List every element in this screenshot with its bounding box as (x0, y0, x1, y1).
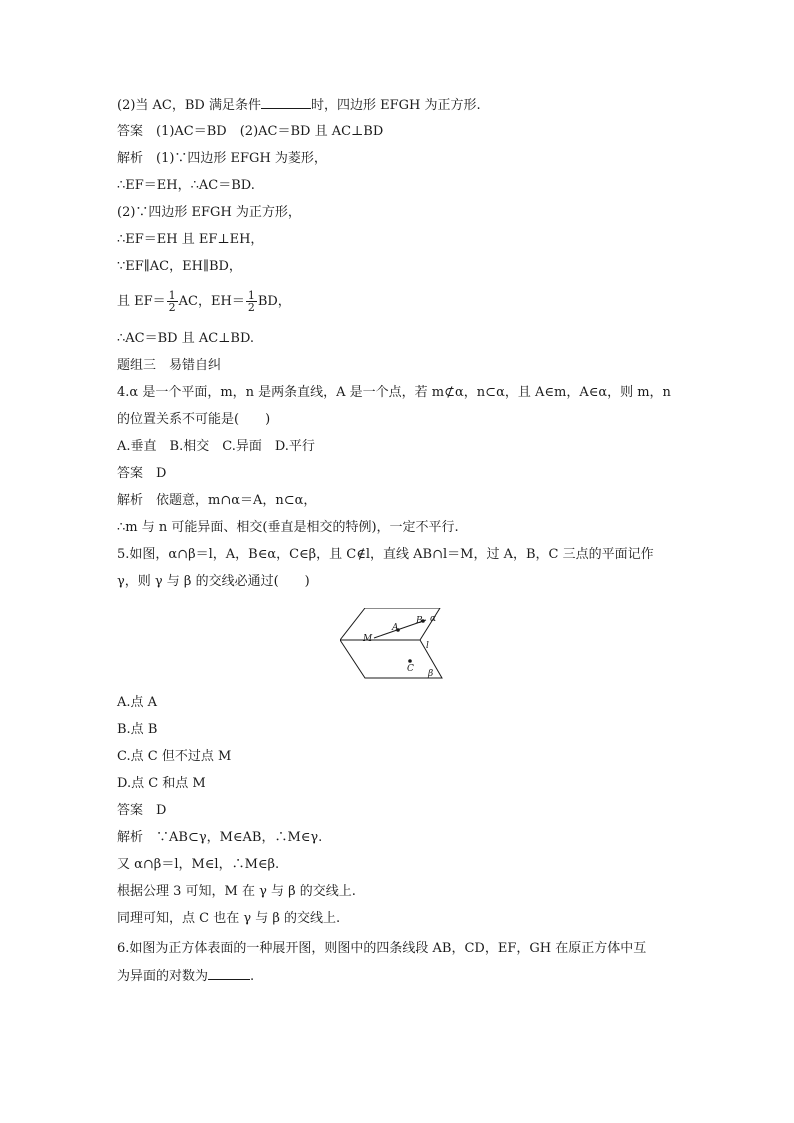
question-5-option-b: B.点 B (117, 722, 158, 737)
analysis-line: ∵EF∥AC，EH∥BD， (117, 259, 242, 274)
plane-alpha (340, 608, 440, 640)
label-c: C (407, 664, 414, 674)
analysis-line: (2)∵四边形 EFGH 为正方形， (117, 205, 301, 220)
fraction-numerator: 1 (168, 289, 176, 302)
text-segment: BD， (257, 294, 291, 309)
label-beta: β (428, 669, 434, 679)
answer-line: 答案 D (117, 803, 167, 818)
fraction-denominator: 2 (247, 301, 255, 314)
analysis-line: 解析 依题意，m∩α＝A，n⊂α， (117, 493, 317, 508)
analysis-line: 解析 ∵AB⊂γ，M∈AB，∴M∈γ. (117, 830, 323, 845)
answer-line: 答案 D (117, 466, 167, 481)
question-4-line: 的位置关系不可能是( ) (117, 412, 271, 427)
analysis-line: 根据公理 3 可知，M 在 γ 与 β 的交线上. (117, 884, 356, 899)
text-segment: 为异面的对数为 (117, 969, 209, 984)
section-heading: 题组三 易错自纠 (117, 358, 222, 373)
question-4-line: 4.α 是一个平面，m，n 是两条直线，A 是一个点，若 m⊄α，n⊂α，且 A∈m，A∈α，则 m，n (117, 385, 671, 400)
question-5-option-d: D.点 C 和点 M (117, 776, 206, 791)
analysis-line: 同理可知，点 C 也在 γ 与 β 的交线上. (117, 911, 341, 926)
question-5-line: γ，则 γ 与 β 的交线必通过( ) (117, 574, 310, 589)
text-segment: 且 EF＝ (117, 294, 166, 309)
question-6-line: 6.如图为正方体表面的一种展开图，则图中的四条线段 AB，CD，EF，GH 在原正方体中互 (117, 941, 647, 956)
analysis-line: ∴EF＝EH，∴AC＝BD. (117, 178, 255, 193)
question-4-options: A.垂直 B.相交 C.异面 D.平行 (117, 439, 315, 454)
analysis-line: ∴m 与 n 可能异面、相交(垂直是相交的特例)，一定不平行. (117, 520, 459, 535)
question-5-line: 5.如图，α∩β＝l，A，B∈α，C∈β，且 C∉l，直线 AB∩l＝M，过 A，B，C 三点的平面记作 (117, 547, 654, 562)
text-segment: (2)当 AC，BD 满足条件 (117, 98, 261, 113)
analysis-line: 又 α∩β＝l，M∈l，∴M∈β. (117, 857, 280, 872)
label-l: l (426, 641, 429, 651)
text-segment: AC，EH＝ (178, 294, 245, 309)
answer-blank[interactable] (261, 96, 311, 109)
analysis-fraction-line (117, 290, 291, 313)
fraction-numerator: 1 (247, 289, 255, 302)
question-3-part-2 (117, 96, 481, 115)
analysis-line: ∴AC＝BD 且 AC⊥BD. (117, 331, 255, 346)
text-segment: 时，四边形 EFGH 为正方形. (311, 98, 481, 113)
fraction-one-half (246, 290, 257, 313)
label-m: M (363, 634, 373, 644)
label-alpha: α (430, 614, 437, 624)
question-5-option-c: C.点 C 但不过点 M (117, 749, 232, 764)
label-a: A (392, 623, 399, 633)
fraction-one-half (167, 290, 178, 313)
answer-blank[interactable] (208, 967, 250, 980)
analysis-line: 解析 (1)∵四边形 EFGH 为菱形， (117, 151, 327, 166)
fraction-denominator: 2 (168, 301, 176, 314)
period: . (250, 969, 255, 984)
label-b: B (416, 616, 423, 626)
answer-line: 答案 (1)AC＝BD (2)AC＝BD 且 AC⊥BD (117, 124, 384, 139)
question-6-line (117, 967, 254, 986)
analysis-line: ∴EF＝EH 且 EF⊥EH， (117, 232, 264, 247)
question-5-option-a: A.点 A (117, 695, 158, 710)
point-c (408, 659, 412, 663)
planes-figure (340, 608, 450, 682)
